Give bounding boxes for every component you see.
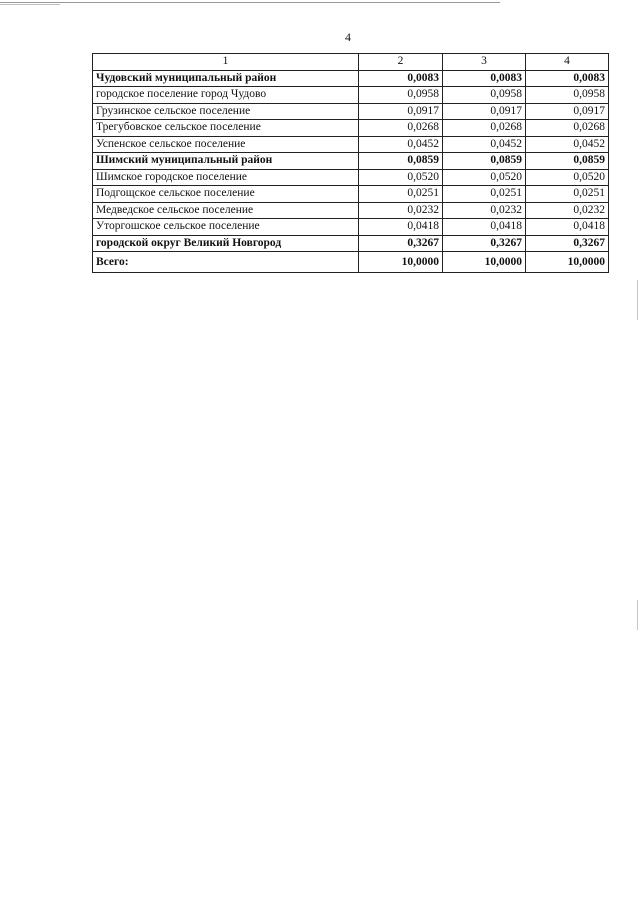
table-row (93, 120, 609, 137)
cell-value: 0,0958 (359, 87, 443, 104)
column-header: 3 (443, 54, 526, 71)
cell-value: 0,0917 (443, 103, 526, 120)
total-row (93, 252, 609, 273)
row-name: Медведское сельское поселение (93, 202, 359, 219)
total-value: 10,0000 (359, 252, 443, 273)
cell-value: 0,0251 (443, 186, 526, 203)
cell-value: 0,0251 (526, 186, 609, 203)
table-row (93, 219, 609, 236)
cell-value: 0,3267 (443, 235, 526, 252)
total-label: Всего: (93, 252, 359, 273)
top-scan-line-short (0, 4, 60, 5)
table-row (93, 186, 609, 203)
row-name: городское поселение город Чудово (93, 87, 359, 104)
cell-value: 0,0418 (443, 219, 526, 236)
cell-value: 0,0520 (443, 169, 526, 186)
cell-value: 0,0268 (443, 120, 526, 137)
row-name: Грузинское сельское поселение (93, 103, 359, 120)
cell-value: 0,0859 (359, 153, 443, 170)
cell-value: 0,0917 (359, 103, 443, 120)
column-header: 1 (93, 54, 359, 71)
row-name: городской округ Великий Новгород (93, 235, 359, 252)
row-name: Шимское городское поселение (93, 169, 359, 186)
table-row (93, 235, 609, 252)
allocation-table (92, 53, 609, 273)
column-header: 2 (359, 54, 443, 71)
cell-value: 0,0232 (526, 202, 609, 219)
cell-value: 0,0251 (359, 186, 443, 203)
row-name: Успенское сельское поселение (93, 136, 359, 153)
table-row (93, 70, 609, 87)
cell-value: 0,0958 (443, 87, 526, 104)
cell-value: 0,0083 (443, 70, 526, 87)
total-value: 10,0000 (526, 252, 609, 273)
cell-value: 0,0452 (526, 136, 609, 153)
cell-value: 0,0418 (359, 219, 443, 236)
cell-value: 0,3267 (526, 235, 609, 252)
cell-value: 0,3267 (359, 235, 443, 252)
cell-value: 0,0859 (526, 153, 609, 170)
cell-value: 0,0520 (526, 169, 609, 186)
row-name: Трегубовское сельское поселение (93, 120, 359, 137)
table-row (93, 87, 609, 104)
table-row (93, 136, 609, 153)
cell-value: 0,0083 (526, 70, 609, 87)
cell-value: 0,0232 (359, 202, 443, 219)
scan-edge-mark (637, 600, 638, 630)
cell-value: 0,0268 (359, 120, 443, 137)
table-header-row (93, 54, 609, 71)
cell-value: 0,0232 (443, 202, 526, 219)
row-name: Шимский муниципальный район (93, 153, 359, 170)
table-row (93, 169, 609, 186)
column-header: 4 (526, 54, 609, 71)
cell-value: 0,0958 (526, 87, 609, 104)
row-name: Чудовский муниципальный район (93, 70, 359, 87)
cell-value: 0,0917 (526, 103, 609, 120)
table-row (93, 202, 609, 219)
cell-value: 0,0083 (359, 70, 443, 87)
cell-value: 0,0520 (359, 169, 443, 186)
row-name: Подгощское сельское поселение (93, 186, 359, 203)
total-value: 10,0000 (443, 252, 526, 273)
row-name: Уторгошское сельское поселение (93, 219, 359, 236)
cell-value: 0,0452 (359, 136, 443, 153)
scan-edge-mark (637, 280, 638, 320)
cell-value: 0,0418 (526, 219, 609, 236)
cell-value: 0,0268 (526, 120, 609, 137)
cell-value: 0,0452 (443, 136, 526, 153)
top-scan-line (0, 2, 500, 3)
table-row (93, 153, 609, 170)
cell-value: 0,0859 (443, 153, 526, 170)
table-row (93, 103, 609, 120)
page-number: 4 (345, 30, 351, 44)
